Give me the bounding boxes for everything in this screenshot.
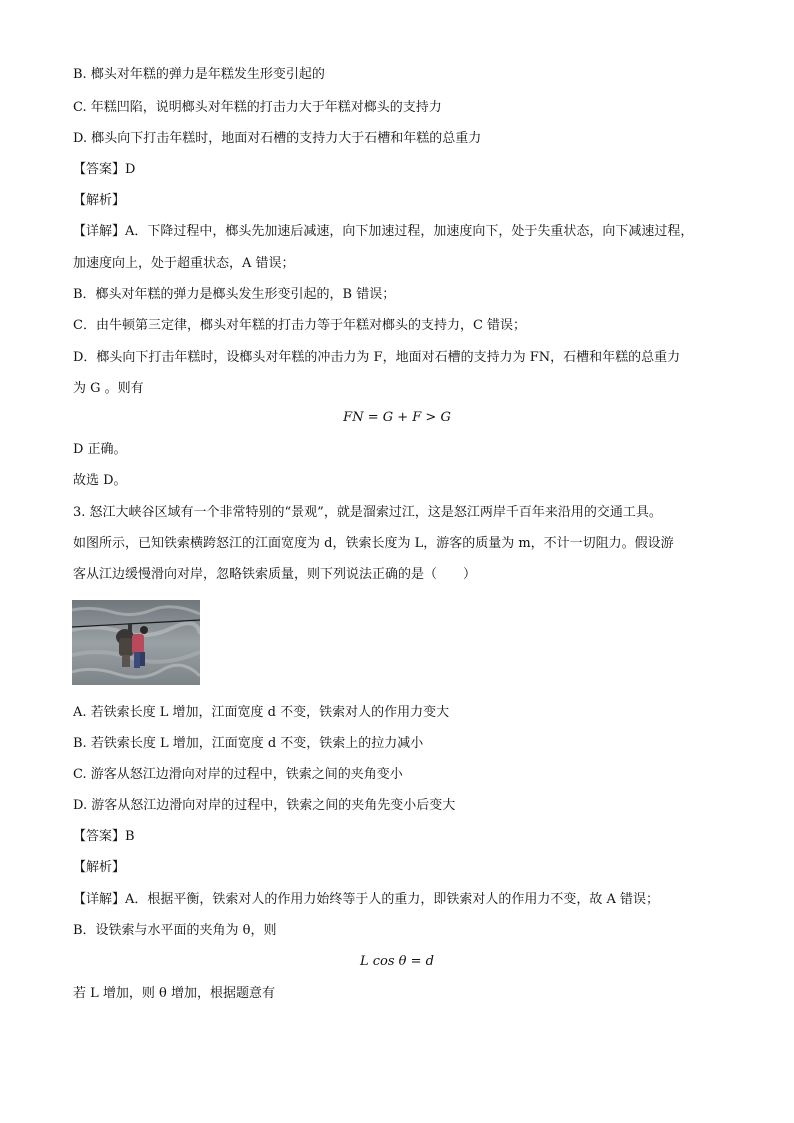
- detail-line-8: 故选 D。: [73, 473, 127, 488]
- option-a: A. 若铁索长度 L 增加，江面宽度 d 不变，铁索对人的作用力变大: [73, 705, 450, 720]
- equation-1: FN = G + F > G: [343, 410, 451, 425]
- detail-line-4: C．由牛顿第三定律，榔头对年糕的打击力等于年糕对榔头的支持力，C 错误；: [73, 318, 527, 333]
- detail-line-10: B．设铁索与水平面的夹角为 θ，则: [73, 923, 277, 938]
- line-b-option: B. 榔头对年糕的弹力是年糕发生形变引起的: [73, 67, 325, 82]
- answer-label: 【答案】D: [73, 162, 136, 177]
- detail-line-5: D．榔头向下打击年糕时，设榔头对年糕的冲击力为 F，地面对石槽的支持力为 FN，石槽和年糕的总重力: [73, 350, 681, 365]
- question-3-line-2: 如图所示，已知铁索横跨怒江的江面宽度为 d，铁索长度为 L，游客的质量为 m，不计一切阻力。假设游: [73, 536, 674, 551]
- analysis-label-2: 【解析】: [73, 860, 126, 875]
- detail-line-6: 为 G 。则有: [73, 381, 144, 396]
- detail-line-11: 若 L 增加，则 θ 增加，根据题意有: [73, 986, 275, 1001]
- detail-line-3: B．榔头对年糕的弹力是榔头发生形变引起的，B 错误；: [73, 287, 396, 302]
- question-3-line-3: 客从江边缓慢滑向对岸，忽略铁索质量，则下列说法正确的是（ ）: [73, 567, 477, 582]
- zipline-photo: [72, 600, 200, 685]
- line-c-option: C. 年糕凹陷，说明榔头对年糕的打击力大于年糕对榔头的支持力: [73, 100, 442, 115]
- question-3-line-1: 3. 怒江大峡谷区域有一个非常特别的“景观”，就是溜索过江，这是怒江两岸千百年来沿用的交通工具。: [73, 505, 662, 520]
- detail-line-9: 【详解】A．根据平衡，铁索对人的作用力始终等于人的重力，即铁索对人的作用力不变，故 A 错误；: [73, 892, 660, 907]
- option-d: D. 游客从怒江边滑向对岸的过程中，铁索之间的夹角先变小后变大: [73, 798, 456, 813]
- line-d-option: D. 榔头向下打击年糕时，地面对石槽的支持力大于石槽和年糕的总重力: [73, 131, 482, 146]
- option-b: B. 若铁索长度 L 增加，江面宽度 d 不变，铁索上的拉力减小: [73, 736, 424, 751]
- option-c: C. 游客从怒江边滑向对岸的过程中，铁索之间的夹角变小: [73, 767, 403, 782]
- answer-label-2: 【答案】B: [73, 829, 135, 844]
- equation-2: L cos θ = d: [360, 954, 434, 969]
- detail-line-1: 【详解】A．下降过程中，榔头先加速后减速，向下加速过程，加速度向下，处于失重状态，向下减速过程，: [73, 224, 694, 239]
- analysis-label: 【解析】: [73, 193, 126, 208]
- detail-line-7: D 正确。: [73, 442, 127, 457]
- detail-line-2: 加速度向上，处于超重状态，A 错误；: [73, 256, 295, 271]
